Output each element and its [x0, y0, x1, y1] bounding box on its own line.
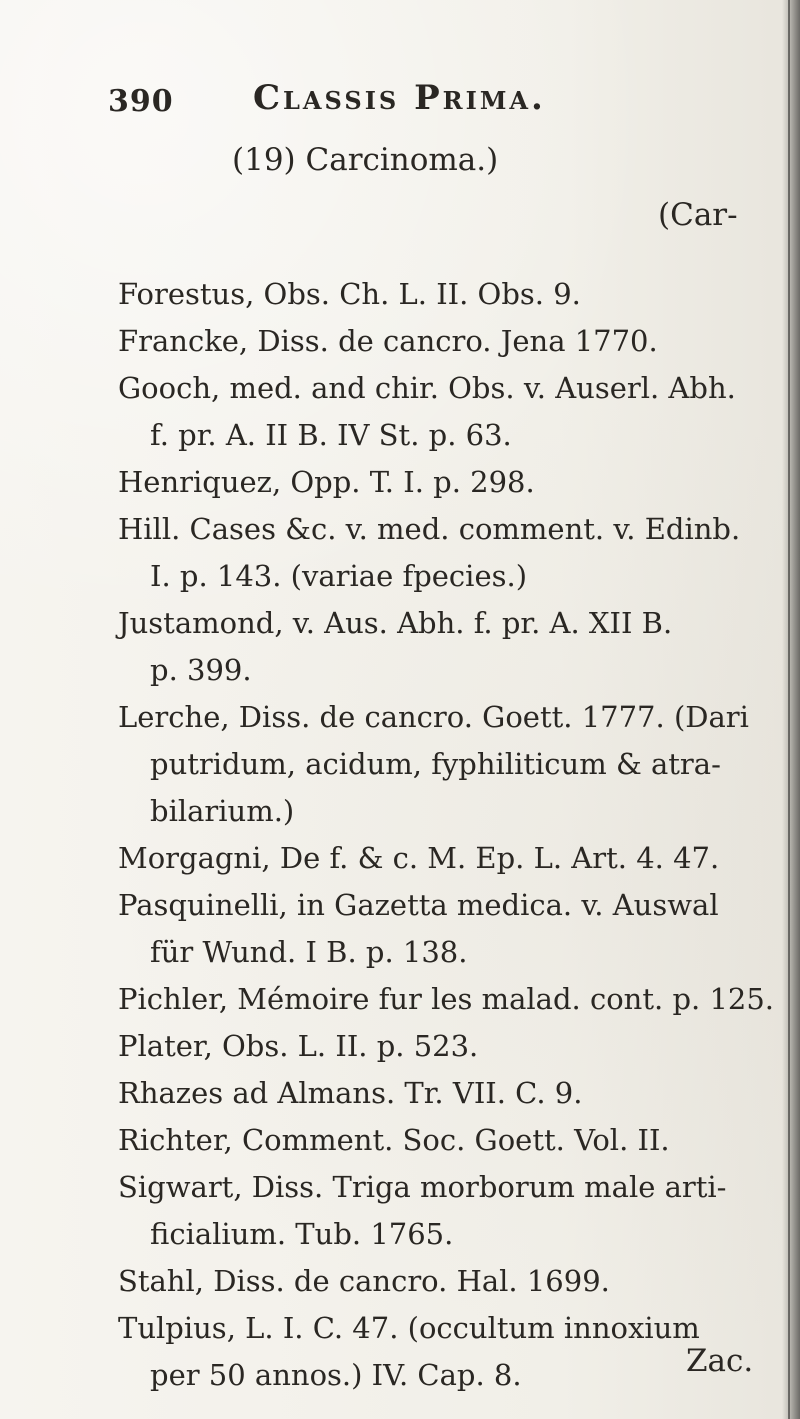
- bibliography-entry: [118, 600, 768, 694]
- entry-line: Francke, Diss. de cancro. Jena 1770.: [118, 324, 658, 358]
- bibliography-entry: [118, 318, 768, 365]
- bibliography-list: [118, 271, 775, 1399]
- bibliography-entry: [118, 1070, 768, 1117]
- bibliography-entry: [118, 1305, 768, 1399]
- entry-line: Pichler, Mémoire fur les malad. cont. p. 125.: [118, 982, 775, 1016]
- entry-line: Henriquez, Opp. T. I. p. 298.: [118, 465, 535, 499]
- bibliography-entry: [118, 459, 768, 506]
- entry-line: Gooch, med. and chir. Obs. v. Auserl. Abh.: [118, 371, 736, 405]
- entry-line: Forestus, Obs. Ch. L. II. Obs. 9.: [118, 277, 581, 311]
- entry-line: Sigwart, Diss. Triga morborum male arti-: [118, 1170, 727, 1204]
- entry-continuation-line: I. p. 143. (variae fpecies.): [150, 559, 528, 593]
- bibliography-entry: [118, 882, 768, 976]
- bibliography-entry: [118, 365, 768, 459]
- bibliography-entry: [118, 1258, 768, 1305]
- bibliography-entry: [118, 1117, 768, 1164]
- entry-continuation-line: für Wund. I B. p. 138.: [150, 935, 468, 969]
- bibliography-entry: [118, 506, 768, 600]
- page-header: [108, 78, 748, 128]
- entry-line: Lerche, Diss. de cancro. Goett. 1777. (Dari: [118, 700, 749, 734]
- entry-continuation-line: f. pr. A. II B. IV St. p. 63.: [150, 418, 512, 452]
- page-edge-shadow: [782, 0, 800, 1419]
- entry-line: Stahl, Diss. de cancro. Hal. 1699.: [118, 1264, 610, 1298]
- bibliography-entry: [118, 694, 768, 835]
- bibliography-entry: [118, 271, 768, 318]
- bibliography-entry: [118, 976, 775, 1023]
- bibliography-entry: [118, 1164, 768, 1258]
- entry-line: Rhazes ad Almans. Tr. VII. C. 9.: [118, 1076, 583, 1110]
- entry-line: Hill. Cases &c. v. med. comment. v. Edinb.: [118, 512, 741, 546]
- entry-continuation-line: p. 399.: [150, 653, 252, 687]
- entry-line: Plater, Obs. L. II. p. 523.: [118, 1029, 479, 1063]
- entry-continuation-line: ficialium. Tub. 1765.: [150, 1217, 454, 1251]
- running-title: Classis Prima.: [253, 78, 546, 118]
- entry-line: Tulpius, L. I. C. 47. (occultum innoxium: [118, 1311, 700, 1345]
- entry-continuation-line: per 50 annos.) IV. Cap. 8.: [150, 1358, 522, 1392]
- page-number: 390: [108, 84, 174, 119]
- entry-line: Richter, Comment. Soc. Goett. Vol. II.: [118, 1123, 670, 1157]
- binding-line: [788, 0, 790, 1419]
- bottom-catchword: Zac.: [686, 1343, 754, 1379]
- bibliography-entry: [118, 1023, 768, 1070]
- entry-line: Justamond, v. Aus. Abh. f. pr. A. XII B.: [118, 606, 673, 640]
- entry-continuation-line: putridum, acidum, fyphiliticum & atra-: [150, 747, 721, 781]
- entry-line: Morgagni, De f. & c. M. Ep. L. Art. 4. 47.: [118, 841, 720, 875]
- entry-line: Pasquinelli, in Gazetta medica. v. Auswal: [118, 888, 719, 922]
- top-catchword: (Car-: [658, 197, 738, 233]
- bibliography-entry: [118, 835, 768, 882]
- entry-continuation-line: bilarium.): [150, 794, 295, 828]
- section-title: (19) Carcinoma.): [232, 142, 499, 178]
